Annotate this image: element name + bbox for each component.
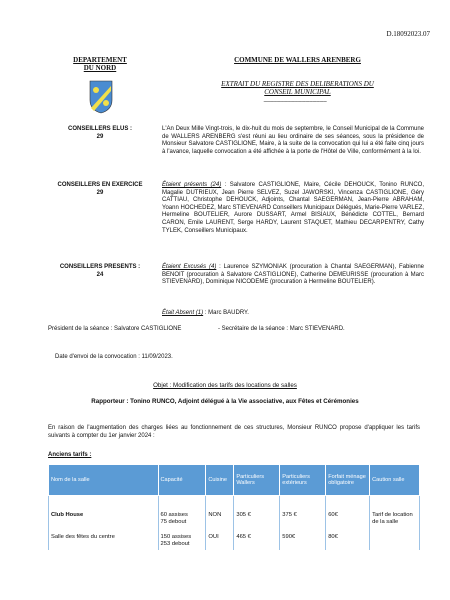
extract-heading bbox=[190, 80, 405, 96]
presents-label-block bbox=[40, 264, 160, 279]
secretaire-line: - Secrétaire de la séance : Marc STIEVENARD. bbox=[218, 326, 345, 332]
elus-text: L'An Deux Mille Vingt-trois, le dix-huit du mois de septembre, le Conseil Municipal de la Commune de WALLERS ARENBERG s'est réuni au lieu ordinaire de ses séances, sous la présidence de Monsieur Salvatore CASTIGLIONE, Maire, à la suite de la convocation qui lui a été faite cinq jours à l'avance, laquelle convocation a été affichée à la porte de l'Hôtel de Ville, conformément à la loi. bbox=[162, 126, 424, 155]
extract-line-1: EXTRAIT DU REGISTRE DES DELIBERATIONS DU bbox=[221, 80, 374, 88]
header-cuisine: Cuisine bbox=[206, 465, 234, 496]
extract-line-2: CONSEIL MUNICIPAL bbox=[264, 88, 331, 96]
rapporteur-line: Rapporteur : Tonino RUNCO, Adjoint délégué à la Vie associative, aux Fêtes et Cérémonies bbox=[91, 398, 359, 405]
excuses-paragraph bbox=[162, 264, 424, 287]
department-heading bbox=[65, 56, 135, 72]
cell-nom: Salle des fêtes du centre bbox=[49, 528, 159, 550]
president-line: Président de la séance : Salvatore CASTIGLIONE bbox=[48, 326, 182, 332]
elus-label-block bbox=[40, 126, 160, 141]
excuses-list: : Laurence SZYMONIAK (procuration à Chantal SAEGERMAN), Fabienne BENOIT (procuration à Salvatore CASTIGLIONE), Catherine DEMEURISSE (procuration à Marc STIEVENARD), Dominique NICODEME (procuration à Hermeline BOUTELIER). bbox=[162, 264, 424, 286]
cell-capacite: 150 assises 253 debout bbox=[158, 528, 206, 550]
presents-list: : Salvatore CASTIGLIONE, Maire, Cécile DEHOUCK, Tonino RUNCO, Magalie DUTRIEUX, Jean Pierre SELVEZ, Suzel JAWORSKI, Vincenza CASTIGLIONE, Géry CATTIAU, Christophe DEHOUCK, Adjoints, Chantal SAEGERMAN, Jean-Pierre ABRAHAM, Yoann HOCHEDEZ, Marc STIEVENARD Conseillers Municipaux Délégués, Marie-Pierre VARLEZ, Hermeline BOUTELIER, Aurore DUSSART, Armel BISIAUX, Bénédicte COTTEL, Bernard CARON, Emile LAURENT, Serge HARDY, Laurent STAQUET, Mathieu DECARPENTRY, Cathy TYLEK, Conseillers Municipaux. bbox=[162, 182, 424, 234]
department-line-1: DEPARTEMENT bbox=[73, 56, 127, 64]
presents-paragraph bbox=[162, 182, 424, 235]
absent-paragraph bbox=[162, 310, 424, 318]
intro-paragraph: En raison de l'augmentation des charges liées au fonctionnement de ces structures, Monsieur RUNCO propose d'appliquer les tarifs suivants à compter du 1er janvier 2024 : bbox=[48, 425, 420, 439]
commune-heading: COMMUNE DE WALLERS ARENBERG bbox=[234, 56, 361, 64]
cell-cuisine: OUI bbox=[206, 528, 234, 550]
presents-heading: Étaient présents (24) bbox=[162, 182, 222, 188]
exercice-label-block bbox=[40, 182, 160, 197]
absent-name: : Marc BAUDRY. bbox=[204, 310, 249, 316]
coat-of-arms-icon bbox=[89, 80, 113, 114]
elus-label: CONSEILLERS ELUS : bbox=[67, 126, 132, 132]
anciens-tarifs-label: Anciens tarifs : bbox=[48, 452, 92, 458]
exercice-label: CONSEILLERS EN EXERCICE bbox=[57, 182, 143, 188]
absent-heading: Était Absent (1) bbox=[162, 310, 204, 316]
header-capacite: Capacité bbox=[158, 465, 206, 496]
table-header-row bbox=[49, 465, 420, 496]
table-row bbox=[49, 496, 420, 529]
header-particuliers-exterieurs: Particuliers extérieurs bbox=[280, 465, 326, 496]
cell-menage: 80€ bbox=[326, 528, 370, 550]
exercice-count: 29 bbox=[96, 189, 104, 196]
cell-nom: Club House bbox=[49, 496, 159, 529]
department-line-2: DU NORD bbox=[83, 64, 117, 72]
presents-label: CONSEILLERS PRESENTS : bbox=[59, 264, 141, 270]
elus-count: 29 bbox=[96, 133, 104, 140]
table-row bbox=[49, 528, 420, 550]
cell-caution bbox=[370, 528, 420, 550]
objet-line: Objet : Modification des tarifs des locations de salles bbox=[153, 382, 297, 389]
document-reference: D.18092023.07 bbox=[386, 30, 430, 38]
cell-caution: Tarif de location de la salle bbox=[370, 496, 420, 529]
cell-exterieurs: 375 € bbox=[280, 496, 326, 529]
cell-exterieurs: 590€ bbox=[280, 528, 326, 550]
excuses-heading: Étaient Excusés (4) bbox=[162, 264, 217, 270]
cell-capacite: 60 assises 75 debout bbox=[158, 496, 206, 529]
header-caution: Caution salle bbox=[370, 465, 420, 496]
cell-wallers: 305 € bbox=[234, 496, 280, 529]
presents-count: 24 bbox=[96, 271, 104, 278]
header-nom: Nom de la salle bbox=[49, 465, 159, 496]
tarifs-table bbox=[48, 464, 420, 550]
cell-cuisine: NON bbox=[206, 496, 234, 529]
separator-dots: ------------------------------------------------------ bbox=[263, 99, 327, 105]
header-forfait-menage: Forfait ménage obligatoire bbox=[326, 465, 370, 496]
header-particuliers-wallers: Particuliers Wallers bbox=[234, 465, 280, 496]
cell-wallers: 465 € bbox=[234, 528, 280, 550]
date-envoi: Date d'envoi de la convocation : 11/09/2023. bbox=[55, 354, 173, 360]
cell-menage: 60€ bbox=[326, 496, 370, 529]
